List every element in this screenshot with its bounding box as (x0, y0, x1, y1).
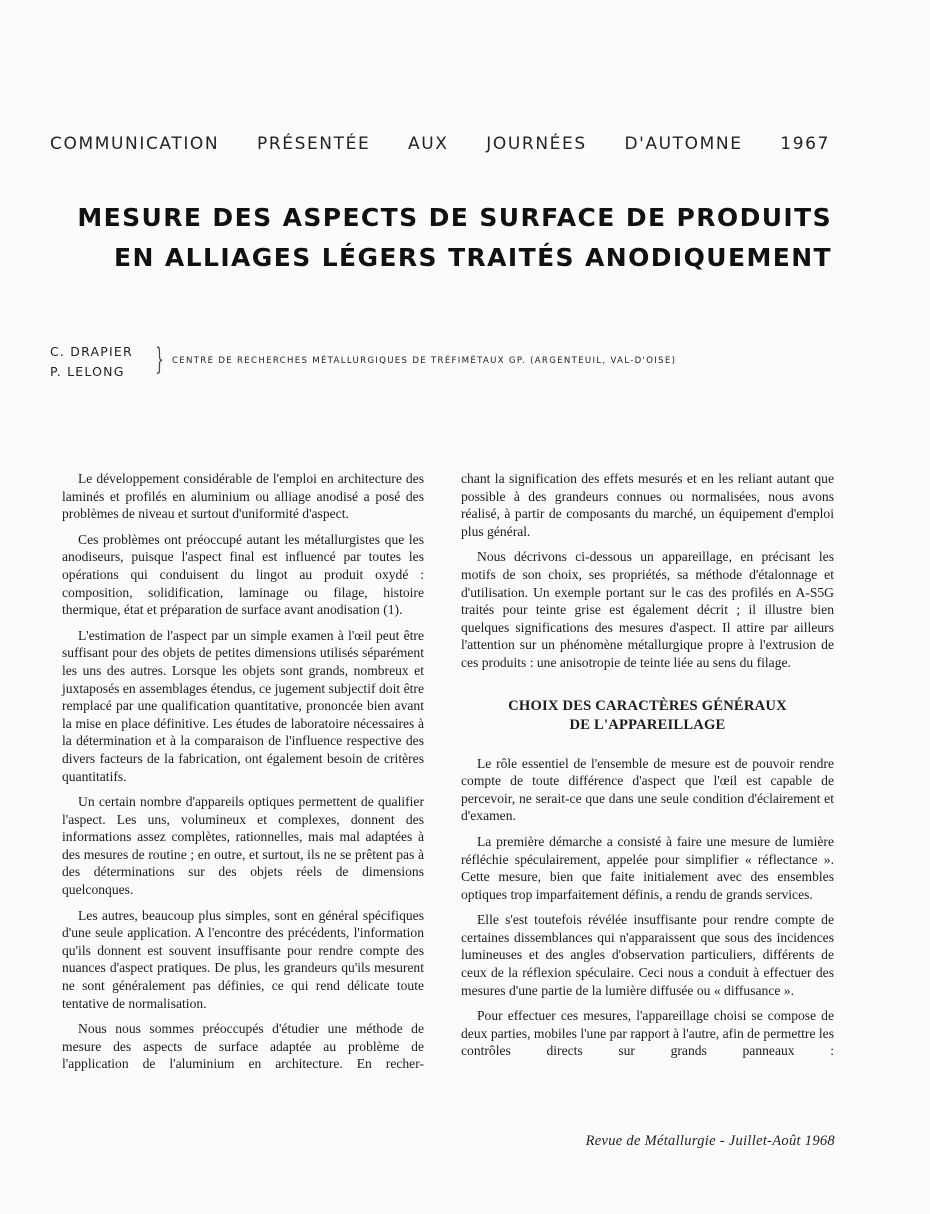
paragraph: Ces problèmes ont préoccupé autant les métallurgistes que les anodiseurs, puisque l'aspect final est influencé par toutes les opérations qui conduisent du lingot au produit oxydé : composition, solidification, laminage ou filage, histoire thermique, état et préparation de surface avant anodisation (1). (62, 531, 424, 618)
section-heading (461, 697, 834, 735)
communication-word: D'AUTOMNE (624, 134, 743, 154)
paragraph: chant la signification des effets mesurés et en les reliant autant que possible à des grandeurs connues ou normalisées, nous avons réalisé, à partir de composants du marché, un équipement d'emploi plus général. (461, 471, 834, 539)
paragraph: Les autres, beaucoup plus simples, sont en général spécifiques d'une seule application. A l'encontre des précédents, l'information qu'ils donnent est souvent insuffisante pour rendre compte des nuances d'aspect pratiques. De plus, les grandeurs qu'ils mesurent ne sont généralement pas définies, ce qui rend délicate toute tentative de normalisation. (62, 907, 424, 1011)
journal-footer: Revue de Métallurgie - Juillet-Août 1968 (585, 1133, 835, 1149)
communication-word: COMMUNICATION (50, 134, 220, 154)
communication-word: JOURNÉES (486, 134, 587, 154)
communication-word: PRÉSENTÉE (256, 134, 371, 154)
article-title (50, 198, 832, 278)
paragraph: Un certain nombre d'appareils optiques permettent de qualifier l'aspect. Les uns, volumineux et complexes, donnent des informations assez complètes, rationnelles, mais mal adaptées à des mesures de routine ; en outre, et surtout, ils ne se prêtent pas à des déterminations sur des objets réels de dimensions quelconques. (62, 794, 424, 898)
section-heading-line-1: CHOIX DES CARACTÈRES GÉNÉRAUX (508, 697, 787, 714)
affiliation: CENTRE DE RECHERCHES MÉTALLURGIQUES DE TRÉFIMÉTAUX GP. (ARGENTEUIL, VAL-D'OISE) (172, 356, 677, 366)
author-name: P. LELONG (50, 364, 125, 379)
paragraph: La première démarche a consisté à faire une mesure de lumière réfléchie spéculairement, appelée pour simplifier « réflectance ». Cette mesure, bien que faite initialement avec des ensembles optiques trop imparfaitement définis, a rendu de grands services. (461, 833, 834, 902)
author-brace: } (155, 342, 164, 377)
paragraph: Pour effectuer ces mesures, l'appareillage choisi se compose de deux parties, mobiles l'une par rapport à l'autre, afin de permettre les contrôles directs sur grands panneaux : (461, 1008, 834, 1059)
paragraph: Le développement considérable de l'emploi en architecture des laminés et profilés en aluminium ou alliage anodisé a posé des problèmes de niveau et surtout d'uniformité d'aspect. (62, 471, 424, 522)
paragraph: Nous décrivons ci-dessous un appareillage, en précisant les motifs de son choix, ses propriétés, sa méthode d'étalonnage et d'utilisation. Un exemple portant sur le cas des profilés en A-S5G traités pour teinte grise est également décrit ; il illustre bien quelques significations des mesures d'aspect. Il attire par ailleurs l'attention sur un phénomène métallurgique propre à l'extrusion de ces produits : une anisotropie de teinte liée au sens du filage. (461, 549, 834, 670)
communication-word: AUX (408, 134, 449, 154)
paragraph: Elle s'est toutefois révélée insuffisante pour rendre compte de certaines dissemblances qui n'apparaissent que sous des incidences lumineuses et des angles d'observation particuliers, différents de ceux de la réflexion spéculaire. Ceci nous a conduit à effectuer des mesures d'une partie de la lumière diffusée ou « diffusance ». (461, 912, 834, 998)
communication-word: 1967 (780, 134, 830, 154)
title-line-1: MESURE DES ASPECTS DE SURFACE DE PRODUITS (77, 203, 832, 232)
section-heading-line-2: DE L'APPAREILLAGE (569, 716, 726, 733)
paragraph: Nous nous sommes préoccupés d'étudier une méthode de mesure des aspects de surface adaptée au problème de l'application de l'aluminium en architecture. En recher- (62, 1021, 424, 1072)
paragraph: L'estimation de l'aspect par un simple examen à l'œil peut être suffisant pour des objets de petites dimensions utilisés séparément les uns des autres. Lorsque les objets sont grands, nombreux et juxtaposés en assemblages étendus, ce jugement subjectif doit être remplacé par une qualification quantitative, prononcée bien avant la mise en place définitive. Les études de laboratoire nécessaires à la détermination et à la comparaison de l'influence respective des divers facteurs de la fabrication, ont également besoin de critères quantitatifs. (62, 627, 424, 784)
left-column (62, 470, 424, 1081)
communication-header (50, 134, 830, 154)
author-list (50, 342, 170, 382)
paragraph: Le rôle essentiel de l'ensemble de mesure est de pouvoir rendre compte de toute différence d'aspect que l'œil est capable de percevoir, ne serait-ce que dans une seule condition d'éclairement et d'examen. (461, 755, 834, 824)
title-line-2: EN ALLIAGES LÉGERS TRAITÉS ANODIQUEMENT (114, 243, 832, 272)
right-column (461, 470, 834, 1068)
author-name: C. DRAPIER (50, 344, 133, 359)
